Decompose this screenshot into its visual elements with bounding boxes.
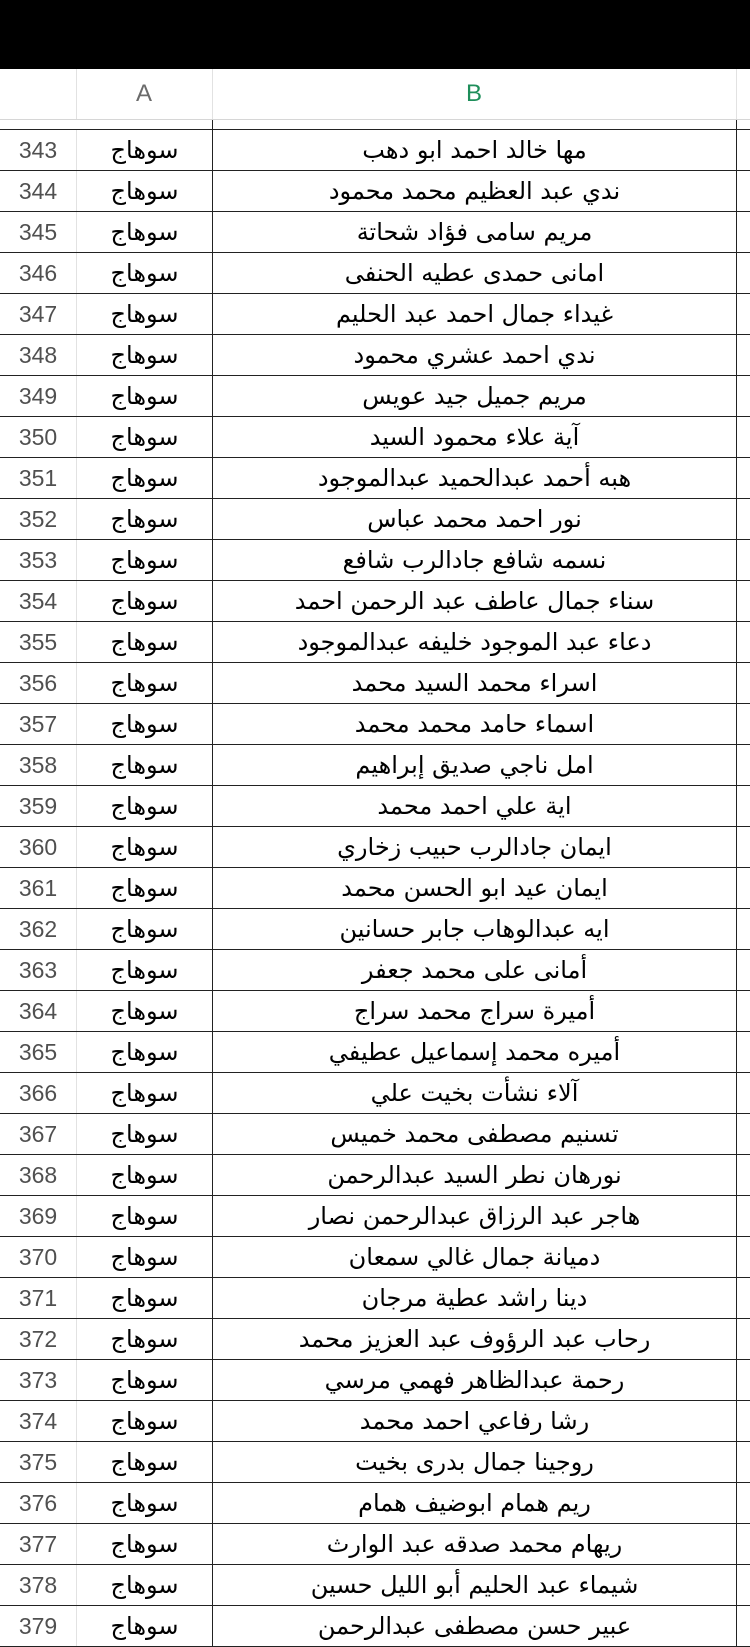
cell-a[interactable]: سوهاج bbox=[77, 622, 213, 662]
cell-c[interactable] bbox=[737, 581, 750, 621]
row-number[interactable]: 359 bbox=[0, 786, 77, 826]
cell-c[interactable] bbox=[737, 1442, 750, 1482]
cell-a[interactable]: سوهاج bbox=[77, 1319, 213, 1359]
row-number[interactable]: 377 bbox=[0, 1524, 77, 1564]
row-number[interactable]: 371 bbox=[0, 1278, 77, 1318]
row-number[interactable]: 356 bbox=[0, 663, 77, 703]
table-row bbox=[0, 1032, 750, 1073]
row-number[interactable]: 372 bbox=[0, 1319, 77, 1359]
table-row bbox=[0, 1442, 750, 1483]
cell-c[interactable] bbox=[737, 991, 750, 1031]
row-number[interactable]: 361 bbox=[0, 868, 77, 908]
cell-b[interactable]: هاجر عبد الرزاق عبدالرحمن نصار bbox=[213, 1196, 737, 1236]
cell-b[interactable]: ايه عبدالوهاب جابر حسانين bbox=[213, 909, 737, 949]
cell-b[interactable]: اسراء محمد السيد محمد bbox=[213, 663, 737, 703]
cell-c[interactable] bbox=[737, 171, 750, 211]
table-row bbox=[0, 1073, 750, 1114]
cell-c[interactable] bbox=[737, 130, 750, 170]
cell-a[interactable]: سوهاج bbox=[77, 704, 213, 744]
table-row bbox=[0, 704, 750, 745]
cell-b[interactable]: ريم همام ابوضيف همام bbox=[213, 1483, 737, 1523]
cell-c[interactable] bbox=[737, 458, 750, 498]
cell-a[interactable]: سوهاج bbox=[77, 376, 213, 416]
cell-a[interactable]: سوهاج bbox=[77, 499, 213, 539]
cell-c[interactable] bbox=[737, 663, 750, 703]
column-header-c[interactable] bbox=[736, 69, 750, 119]
table-row bbox=[0, 909, 750, 950]
cell-a[interactable]: سوهاج bbox=[77, 212, 213, 252]
cell-b[interactable]: شيماء عبد الحليم أبو الليل حسين bbox=[213, 1565, 737, 1605]
table-row bbox=[0, 540, 750, 581]
cell-a[interactable]: سوهاج bbox=[77, 786, 213, 826]
cell-a[interactable]: سوهاج bbox=[77, 909, 213, 949]
cell-b[interactable]: امانى حمدى عطيه الحنفى bbox=[213, 253, 737, 293]
cell-b[interactable]: نسمه شافع جادالرب شافع bbox=[213, 540, 737, 580]
cell-c[interactable] bbox=[737, 1155, 750, 1195]
rows-container bbox=[0, 130, 750, 1647]
cell-a[interactable]: سوهاج bbox=[77, 1360, 213, 1400]
table-row bbox=[0, 1278, 750, 1319]
cell-a[interactable]: سوهاج bbox=[77, 1073, 213, 1113]
cell-a[interactable]: سوهاج bbox=[77, 1524, 213, 1564]
cell-b[interactable]: امل ناجي صديق إبراهيم bbox=[213, 745, 737, 785]
row-number[interactable]: 358 bbox=[0, 745, 77, 785]
row-number[interactable]: 373 bbox=[0, 1360, 77, 1400]
row-number[interactable]: 349 bbox=[0, 376, 77, 416]
row-number[interactable]: 347 bbox=[0, 294, 77, 334]
cell-a[interactable]: سوهاج bbox=[77, 1401, 213, 1441]
cell-b[interactable]: رشا رفاعي احمد محمد bbox=[213, 1401, 737, 1441]
table-row bbox=[0, 1319, 750, 1360]
row-number[interactable]: 353 bbox=[0, 540, 77, 580]
select-all-corner[interactable] bbox=[0, 69, 77, 119]
column-header-a[interactable]: A bbox=[76, 69, 213, 119]
row-number[interactable]: 344 bbox=[0, 171, 77, 211]
table-row bbox=[0, 335, 750, 376]
cell-a[interactable]: سوهاج bbox=[77, 663, 213, 703]
cell-a[interactable]: سوهاج bbox=[77, 1442, 213, 1482]
row-number[interactable]: 376 bbox=[0, 1483, 77, 1523]
cell-a[interactable]: سوهاج bbox=[77, 458, 213, 498]
cell-b[interactable]: أميرة سراج محمد سراج bbox=[213, 991, 737, 1031]
row-number[interactable]: 363 bbox=[0, 950, 77, 990]
partial-row bbox=[0, 120, 750, 130]
row-number[interactable]: 379 bbox=[0, 1606, 77, 1646]
cell-a[interactable]: سوهاج bbox=[77, 1278, 213, 1318]
cell-c[interactable] bbox=[737, 212, 750, 252]
row-number[interactable]: 350 bbox=[0, 417, 77, 457]
table-row bbox=[0, 868, 750, 909]
table-row bbox=[0, 212, 750, 253]
cell-b[interactable]: رحمة عبدالظاهر فهمي مرسي bbox=[213, 1360, 737, 1400]
table-row bbox=[0, 622, 750, 663]
cell-c[interactable] bbox=[737, 1360, 750, 1400]
cell-a[interactable]: سوهاج bbox=[77, 1114, 213, 1154]
table-row bbox=[0, 745, 750, 786]
cell-c[interactable] bbox=[737, 1278, 750, 1318]
cell-b[interactable]: هبه أحمد عبدالحميد عبدالموجود bbox=[213, 458, 737, 498]
cell-a[interactable]: سوهاج bbox=[77, 745, 213, 785]
table-row bbox=[0, 417, 750, 458]
cell-c[interactable] bbox=[737, 1319, 750, 1359]
cell-b[interactable]: مها خالد احمد ابو دهب bbox=[213, 130, 737, 170]
cell-a[interactable]: سوهاج bbox=[77, 827, 213, 867]
cell-b[interactable]: اية علي احمد محمد bbox=[213, 786, 737, 826]
cell-c[interactable] bbox=[737, 1565, 750, 1605]
row-number[interactable]: 366 bbox=[0, 1073, 77, 1113]
table-row bbox=[0, 1360, 750, 1401]
cell-b[interactable]: نور احمد محمد عباس bbox=[213, 499, 737, 539]
cell-c[interactable] bbox=[737, 950, 750, 990]
table-row bbox=[0, 376, 750, 417]
cell-a[interactable]: سوهاج bbox=[77, 1483, 213, 1523]
cell-a[interactable]: سوهاج bbox=[77, 1565, 213, 1605]
cell-c[interactable] bbox=[737, 868, 750, 908]
row-number[interactable]: 365 bbox=[0, 1032, 77, 1072]
cell-c[interactable] bbox=[737, 909, 750, 949]
cell-b[interactable]: رحاب عبد الرؤوف عبد العزيز محمد bbox=[213, 1319, 737, 1359]
row-number[interactable]: 369 bbox=[0, 1196, 77, 1236]
cell-a[interactable]: سوهاج bbox=[77, 417, 213, 457]
table-row bbox=[0, 294, 750, 335]
cell-a[interactable]: سوهاج bbox=[77, 1237, 213, 1277]
row-number[interactable]: 343 bbox=[0, 130, 77, 170]
cell-b[interactable]: عبير حسن مصطفى عبدالرحمن bbox=[213, 1606, 737, 1646]
table-row bbox=[0, 458, 750, 499]
row-number[interactable]: 360 bbox=[0, 827, 77, 867]
cell-c[interactable] bbox=[737, 253, 750, 293]
cell-c[interactable] bbox=[737, 1114, 750, 1154]
table-row bbox=[0, 827, 750, 868]
column-header-b[interactable]: B bbox=[212, 69, 737, 119]
table-row bbox=[0, 663, 750, 704]
cell-c[interactable] bbox=[737, 1401, 750, 1441]
table-row bbox=[0, 1196, 750, 1237]
table-row bbox=[0, 1401, 750, 1442]
spreadsheet-grid[interactable] bbox=[0, 120, 750, 1640]
cell-c[interactable] bbox=[737, 1032, 750, 1072]
row-number[interactable]: 364 bbox=[0, 991, 77, 1031]
cell-b[interactable]: مريم جميل جيد عويس bbox=[213, 376, 737, 416]
cell-b[interactable]: اسماء حامد محمد محمد bbox=[213, 704, 737, 744]
table-row bbox=[0, 991, 750, 1032]
cell-c[interactable] bbox=[737, 1237, 750, 1277]
cell-a[interactable]: سوهاج bbox=[77, 294, 213, 334]
column-header-bar bbox=[0, 69, 750, 120]
cell-a[interactable]: سوهاج bbox=[77, 991, 213, 1031]
cell-c[interactable] bbox=[737, 1073, 750, 1113]
table-row bbox=[0, 499, 750, 540]
row-number[interactable]: 378 bbox=[0, 1565, 77, 1605]
cell-a[interactable]: سوهاج bbox=[77, 171, 213, 211]
cell-b[interactable]: غيداء جمال احمد عبد الحليم bbox=[213, 294, 737, 334]
cell-b[interactable]: دعاء عبد الموجود خليفه عبدالموجود bbox=[213, 622, 737, 662]
cell-c[interactable] bbox=[737, 417, 750, 457]
row-number[interactable]: 368 bbox=[0, 1155, 77, 1195]
table-row bbox=[0, 786, 750, 827]
row-number[interactable]: 346 bbox=[0, 253, 77, 293]
cell-b[interactable]: دميانة جمال غالي سمعان bbox=[213, 1237, 737, 1277]
row-number[interactable]: 351 bbox=[0, 458, 77, 498]
cell-c[interactable] bbox=[737, 376, 750, 416]
cell-c[interactable] bbox=[737, 1524, 750, 1564]
row-number[interactable]: 348 bbox=[0, 335, 77, 375]
cell-c[interactable] bbox=[737, 1483, 750, 1523]
cell-a[interactable]: سوهاج bbox=[77, 540, 213, 580]
cell-b[interactable]: آلاء نشأت بخيت علي bbox=[213, 1073, 737, 1113]
table-row bbox=[0, 1155, 750, 1196]
cell-c[interactable] bbox=[737, 1196, 750, 1236]
cell-c[interactable] bbox=[737, 335, 750, 375]
table-row bbox=[0, 130, 750, 171]
cell-a[interactable]: سوهاج bbox=[77, 335, 213, 375]
row-number[interactable]: 375 bbox=[0, 1442, 77, 1482]
cell-b[interactable]: ايمان عيد ابو الحسن محمد bbox=[213, 868, 737, 908]
cell-c[interactable] bbox=[737, 499, 750, 539]
cell-b[interactable]: ندي احمد عشري محمود bbox=[213, 335, 737, 375]
cell-b[interactable]: تسنيم مصطفى محمد خميس bbox=[213, 1114, 737, 1154]
cell-b[interactable]: ايمان جادالرب حبيب زخاري bbox=[213, 827, 737, 867]
table-row bbox=[0, 1483, 750, 1524]
cell-a[interactable]: سوهاج bbox=[77, 581, 213, 621]
cell-a[interactable]: سوهاج bbox=[77, 130, 213, 170]
cell-b[interactable]: ندي عبد العظيم محمد محمود bbox=[213, 171, 737, 211]
cell-a[interactable]: سوهاج bbox=[77, 950, 213, 990]
row-number[interactable]: 367 bbox=[0, 1114, 77, 1154]
row-number[interactable]: 352 bbox=[0, 499, 77, 539]
cell-c[interactable] bbox=[737, 294, 750, 334]
cell-b[interactable]: ريهام محمد صدقه عبد الوارث bbox=[213, 1524, 737, 1564]
table-row bbox=[0, 171, 750, 212]
table-row bbox=[0, 950, 750, 991]
table-row bbox=[0, 1114, 750, 1155]
cell-c[interactable] bbox=[737, 540, 750, 580]
cell-b[interactable]: أمانى على محمد جعفر bbox=[213, 950, 737, 990]
cell-a[interactable]: سوهاج bbox=[77, 1155, 213, 1195]
cell-a[interactable]: سوهاج bbox=[77, 1606, 213, 1646]
cell-b[interactable]: سناء جمال عاطف عبد الرحمن احمد bbox=[213, 581, 737, 621]
cell-b[interactable]: روجينا جمال بدرى بخيت bbox=[213, 1442, 737, 1482]
table-row bbox=[0, 1524, 750, 1565]
cell-b[interactable]: مريم سامى فؤاد شحاتة bbox=[213, 212, 737, 252]
cell-b[interactable]: نورهان نطر السيد عبدالرحمن bbox=[213, 1155, 737, 1195]
table-row bbox=[0, 1237, 750, 1278]
table-row bbox=[0, 581, 750, 622]
status-bar bbox=[0, 0, 750, 69]
row-number[interactable]: 374 bbox=[0, 1401, 77, 1441]
row-number[interactable]: 370 bbox=[0, 1237, 77, 1277]
cell-c[interactable] bbox=[737, 786, 750, 826]
table-row bbox=[0, 1606, 750, 1647]
cell-b[interactable]: دينا راشد عطية مرجان bbox=[213, 1278, 737, 1318]
cell-c[interactable] bbox=[737, 1606, 750, 1646]
row-number[interactable]: 362 bbox=[0, 909, 77, 949]
row-number[interactable]: 355 bbox=[0, 622, 77, 662]
row-number[interactable]: 345 bbox=[0, 212, 77, 252]
cell-a[interactable]: سوهاج bbox=[77, 1196, 213, 1236]
cell-c[interactable] bbox=[737, 827, 750, 867]
cell-b[interactable]: آية علاء محمود السيد bbox=[213, 417, 737, 457]
cell-b[interactable]: أميره محمد إسماعيل عطيفي bbox=[213, 1032, 737, 1072]
table-row bbox=[0, 1565, 750, 1606]
row-number[interactable]: 354 bbox=[0, 581, 77, 621]
cell-c[interactable] bbox=[737, 704, 750, 744]
row-number[interactable]: 357 bbox=[0, 704, 77, 744]
cell-c[interactable] bbox=[737, 622, 750, 662]
cell-a[interactable]: سوهاج bbox=[77, 1032, 213, 1072]
cell-c[interactable] bbox=[737, 745, 750, 785]
cell-a[interactable]: سوهاج bbox=[77, 253, 213, 293]
table-row bbox=[0, 253, 750, 294]
cell-a[interactable]: سوهاج bbox=[77, 868, 213, 908]
